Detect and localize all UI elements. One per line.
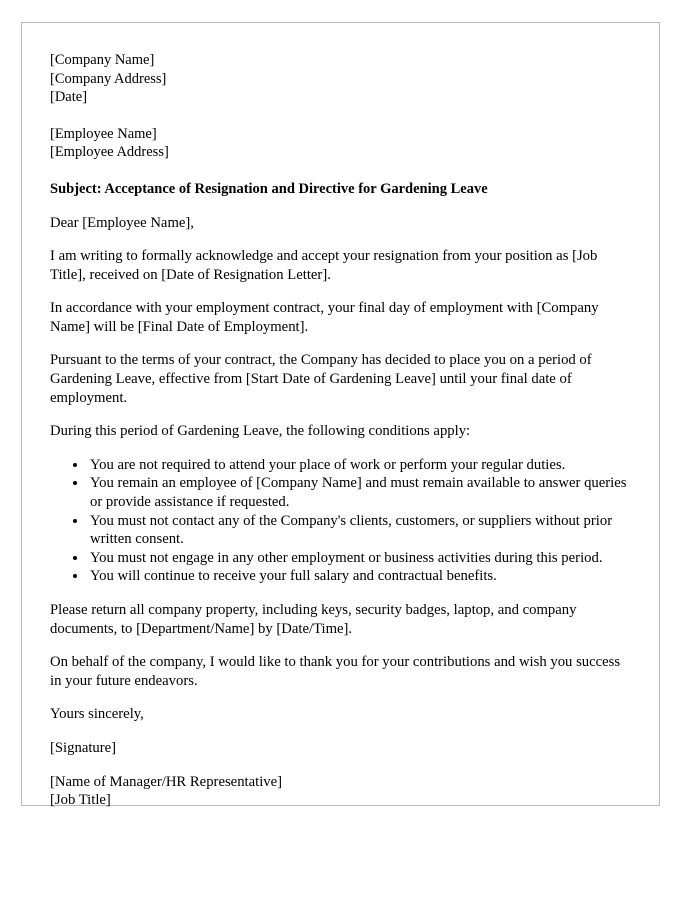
subject-line: Subject: Acceptance of Resignation and Directive for Gardening Leave [50, 180, 488, 197]
spacer-before-closing [50, 690, 629, 705]
spacer-before-subject [50, 162, 629, 180]
conditions-list [50, 456, 629, 586]
spacer-before-signature [50, 724, 629, 739]
spacer-before-manager [50, 758, 629, 773]
document-sheet [21, 22, 660, 809]
employee-address: [Employee Address] [50, 144, 169, 160]
employee-name: [Employee Name] [50, 125, 157, 142]
document-body [22, 23, 659, 809]
signature-placeholder: [Signature] [50, 739, 117, 756]
recipient-address-block [50, 125, 629, 162]
closing-line: Yours sincerely, [50, 706, 144, 723]
spacer-2 [50, 284, 629, 299]
spacer-after-sender [50, 107, 629, 125]
letter-date: [Date] [50, 89, 88, 105]
paragraph-1: I am writing to formally acknowledge and accept your resignation from your position as [Job Title], received on [Date of Resignation Letter]. [50, 248, 598, 283]
manager-title: [Job Title] [50, 792, 111, 809]
list-item: • You will continue to receive your full salary and contractual benefits. [88, 567, 629, 586]
sender-address-block [50, 51, 629, 107]
paragraph-5: Please return all company property, including keys, security badges, laptop, and company documents, to [Department/Name] by [Date/Time]. [50, 602, 577, 637]
spacer-3 [50, 336, 629, 351]
spacer-5 [50, 638, 629, 653]
company-address: [Company Address] [50, 70, 167, 87]
list-item: • You are not required to attend your place of work or perform your regular duties. [88, 456, 629, 475]
spacer-before-list [50, 441, 629, 456]
spacer-4 [50, 407, 629, 422]
paragraph-2: In accordance with your employment contract, your final day of employment with [Company Name] will be [Final Date of Employment]. [50, 300, 599, 335]
spacer-before-salutation [50, 199, 629, 214]
spacer-after-list [50, 586, 629, 601]
manager-name: [Name of Manager/HR Representative] [50, 773, 283, 790]
paragraph-6: On behalf of the company, I would like to thank you for your contributions and wish you success in your future endeavors. [50, 654, 621, 689]
salutation: Dear [Employee Name], [50, 214, 194, 231]
company-name: [Company Name] [50, 52, 155, 68]
list-item: • You must not engage in any other employment or business activities during this period. [88, 549, 629, 568]
paragraph-4: During this period of Gardening Leave, the following conditions apply: [50, 423, 471, 440]
list-item: • You must not contact any of the Company's clients, customers, or suppliers without prior written consent. [88, 512, 629, 549]
paragraph-3: Pursuant to the terms of your contract, the Company has decided to place you on a period of Gardening Leave, effective from [Start Date of Gardening Leave] until your final date of employment. [50, 352, 592, 406]
list-item: • You remain an employee of [Company Name] and must remain available to answer queries or provide assistance if requested. [88, 474, 629, 511]
spacer-1 [50, 232, 629, 247]
